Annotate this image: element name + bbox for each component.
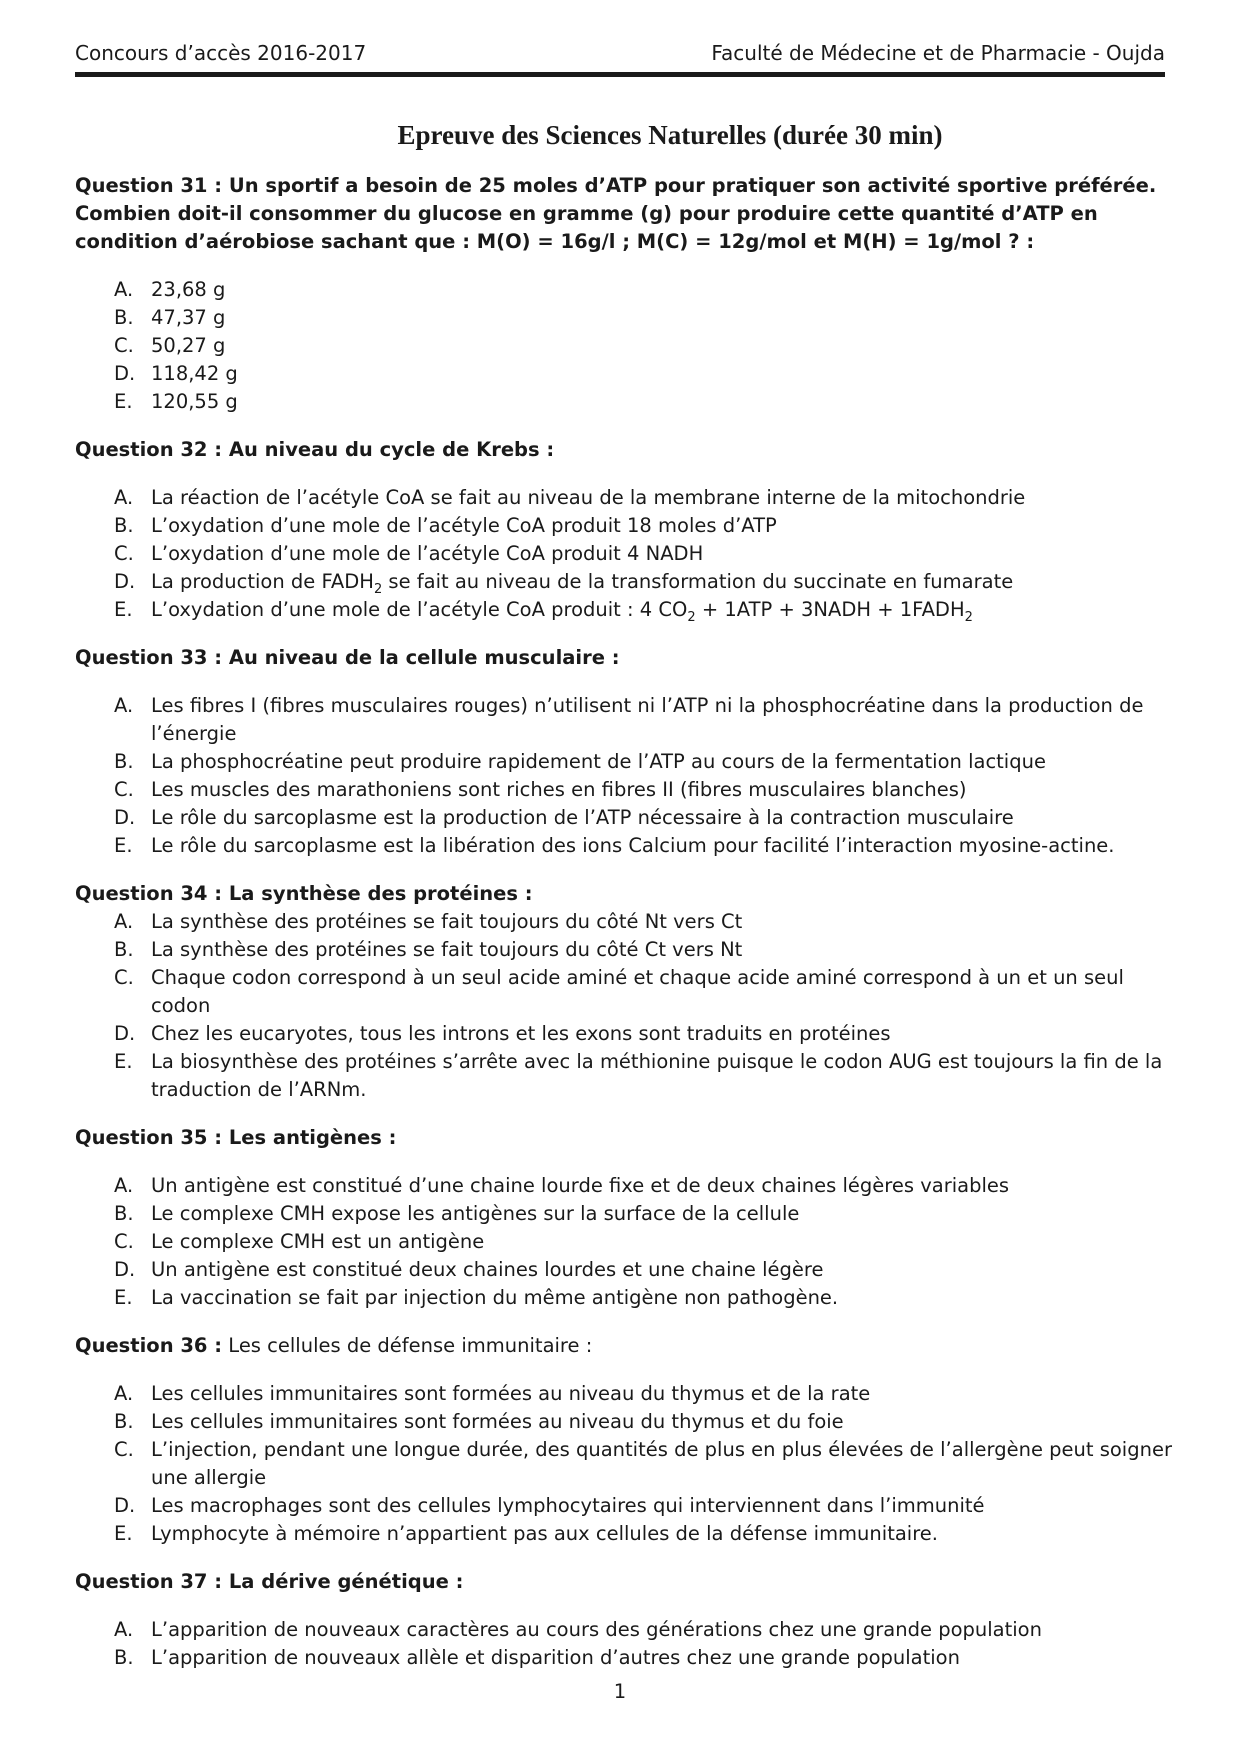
option-letter: C.: [114, 542, 134, 565]
option-c: [75, 332, 1172, 360]
option-text: Le complexe CMH expose les antigènes sur la surface de la cellule: [151, 1202, 800, 1225]
option-text: Le complexe CMH est un antigène: [151, 1230, 485, 1253]
option-text: Les fibres I (fibres musculaires rouges) n’utilisent ni l’ATP ni la phosphocréatine dans la production de l’énergie: [151, 694, 1144, 745]
option-letter: D.: [114, 1022, 136, 1045]
question-text: Un sportif a besoin de 25 moles d’ATP pour pratiquer son activité sportive préférée. Combien doit-il consommer du glucose en gramme (g) pour produire cette quantité d’ATP en condition d’aérobiose sachant que : M(O) = 16g/l ; M(C) = 12g/mol et M(H) = 1g/mol ? :: [75, 174, 1157, 253]
subscript: 2: [964, 609, 973, 625]
option-letter: C.: [114, 778, 134, 801]
option-text: L’oxydation d’une mole de l’acétyle CoA produit 18 moles d’ATP: [151, 514, 777, 537]
option-b: [75, 1200, 1172, 1228]
option-letter: D.: [114, 806, 136, 829]
option-a: [75, 908, 1172, 936]
option-text: Les cellules immunitaires sont formées au niveau du thymus et du foie: [151, 1410, 844, 1433]
header-divider: [75, 72, 1165, 77]
question-text: La dérive génétique :: [222, 1570, 464, 1593]
option-letter: C.: [114, 1230, 134, 1253]
question-label: Question 36 :: [75, 1334, 223, 1357]
option-letter: B.: [114, 1646, 134, 1669]
option-list: [75, 1380, 1172, 1548]
question-text: Au niveau du cycle de Krebs :: [222, 438, 555, 461]
option-c: [75, 540, 1172, 568]
option-text: Le rôle du sarcoplasme est la production de l’ATP nécessaire à la contraction musculaire: [151, 806, 1014, 829]
page-header: [75, 38, 1165, 70]
page-title: Epreuve des Sciences Naturelles (durée 30 min): [397, 120, 943, 150]
question-text: Les cellules de défense immunitaire :: [222, 1334, 593, 1357]
option-b: [75, 1644, 1172, 1672]
question-list: [75, 172, 1172, 1672]
option-text: 118,42 g: [151, 362, 238, 385]
question-34: [75, 880, 1172, 1104]
option-text: La biosynthèse des protéines s’arrête avec la méthionine puisque le codon AUG est toujours la fin de la traduction de l’ARNm.: [151, 1050, 1163, 1101]
option-letter: A.: [114, 1382, 134, 1405]
option-d: [75, 1256, 1172, 1284]
option-list: [75, 692, 1172, 860]
question-header: [75, 436, 1172, 464]
option-b: [75, 936, 1172, 964]
option-text: Le rôle du sarcoplasme est la libération des ions Calcium pour facilité l’interaction myosine-actine.: [151, 834, 1115, 857]
option-letter: A.: [114, 694, 134, 717]
option-a: [75, 484, 1172, 512]
option-text: L’apparition de nouveaux caractères au cours des générations chez une grande population: [151, 1618, 1042, 1641]
option-c: [75, 964, 1172, 1020]
option-letter: B.: [114, 514, 134, 537]
question-35: [75, 1124, 1172, 1312]
question-text: La synthèse des protéines :: [222, 882, 533, 905]
option-letter: B.: [114, 1410, 134, 1433]
option-a: [75, 692, 1172, 748]
option-letter: E.: [114, 1286, 133, 1309]
question-header: [75, 880, 1172, 908]
option-text: Lymphocyte à mémoire n’appartient pas aux cellules de la défense immunitaire.: [151, 1522, 938, 1545]
option-text: Chez les eucaryotes, tous les introns et les exons sont traduits en protéines: [151, 1022, 891, 1045]
question-header: [75, 1124, 1172, 1152]
option-letter: E.: [114, 834, 133, 857]
option-text: L’oxydation d’une mole de l’acétyle CoA produit 4 NADH: [151, 542, 704, 565]
option-letter: B.: [114, 306, 134, 329]
option-text: L’apparition de nouveaux allèle et disparition d’autres chez une grande population: [151, 1646, 960, 1669]
question-label: Question 35 :: [75, 1126, 223, 1149]
option-text-start: L’oxydation d’une mole de l’acétyle CoA produit : 4 CO: [151, 598, 688, 621]
option-e: [75, 832, 1172, 860]
option-e: [75, 1048, 1172, 1104]
question-header: [75, 644, 1172, 672]
option-text: La réaction de l’acétyle CoA se fait au niveau de la membrane interne de la mitochondrie: [151, 486, 1026, 509]
question-label: Question 34 :: [75, 882, 223, 905]
question-37: [75, 1568, 1172, 1672]
option-text: 23,68 g: [151, 278, 226, 301]
option-letter: D.: [114, 1494, 136, 1517]
option-b: [75, 1408, 1172, 1436]
option-d: [75, 804, 1172, 832]
option-letter: E.: [114, 598, 133, 621]
option-e: [75, 388, 1172, 416]
option-e: [75, 596, 1172, 624]
question-33: [75, 644, 1172, 860]
question-label: Question 33 :: [75, 646, 223, 669]
option-a: [75, 1616, 1172, 1644]
page-number: 1: [613, 1680, 627, 1703]
option-a: [75, 1380, 1172, 1408]
option-letter: C.: [114, 966, 134, 989]
option-text: 120,55 g: [151, 390, 238, 413]
header-faculty-name: Faculté de Médecine et de Pharmacie - Oujda: [711, 41, 1165, 65]
option-letter: A.: [114, 278, 134, 301]
option-letter: C.: [114, 334, 134, 357]
option-letter: D.: [114, 570, 136, 593]
question-label: Question 31 :: [75, 174, 223, 197]
option-text: Les cellules immunitaires sont formées au niveau du thymus et de la rate: [151, 1382, 871, 1405]
option-text-middle: + 1ATP + 3NADH + 1FADH: [695, 598, 965, 621]
option-b: [75, 748, 1172, 776]
question-header: [75, 172, 1172, 256]
question-text: Au niveau de la cellule musculaire :: [222, 646, 620, 669]
option-a: [75, 276, 1172, 304]
option-letter: A.: [114, 1174, 134, 1197]
option-list: [75, 908, 1172, 1104]
question-32: [75, 436, 1172, 624]
option-c: [75, 776, 1172, 804]
option-list: [75, 1172, 1172, 1312]
question-label: Question 37 :: [75, 1570, 223, 1593]
option-letter: B.: [114, 938, 134, 961]
option-c: [75, 1228, 1172, 1256]
option-d: [75, 360, 1172, 388]
option-text: Chaque codon correspond à un seul acide aminé et chaque acide aminé correspond à un et un seul codon: [151, 966, 1124, 1017]
option-text: Un antigène est constitué d’une chaine lourde fixe et de deux chaines légères variables: [151, 1174, 1010, 1197]
question-36: [75, 1332, 1172, 1548]
option-letter: D.: [114, 1258, 136, 1281]
option-text-start: La production de FADH: [151, 570, 374, 593]
option-text-end: se fait au niveau de la transformation du succinate en fumarate: [382, 570, 1014, 593]
question-text: Les antigènes :: [222, 1126, 397, 1149]
header-exam-name: Concours d’accès 2016-2017: [75, 41, 367, 65]
question-31: [75, 172, 1172, 416]
option-letter: E.: [114, 1050, 133, 1073]
option-e: [75, 1520, 1172, 1548]
option-text: La synthèse des protéines se fait toujours du côté Ct vers Nt: [151, 938, 743, 961]
option-text: 47,37 g: [151, 306, 226, 329]
option-c: [75, 1436, 1172, 1492]
option-text: Un antigène est constitué deux chaines lourdes et une chaine légère: [151, 1258, 824, 1281]
option-d: [75, 568, 1172, 596]
option-letter: B.: [114, 1202, 134, 1225]
option-letter: E.: [114, 390, 133, 413]
question-header: [75, 1332, 1172, 1360]
option-d: [75, 1492, 1172, 1520]
option-letter: A.: [114, 1618, 134, 1641]
option-text: Les macrophages sont des cellules lymphocytaires qui interviennent dans l’immunité: [151, 1494, 985, 1517]
option-list: [75, 276, 1172, 416]
option-text: La vaccination se fait par injection du même antigène non pathogène.: [151, 1286, 839, 1309]
option-letter: B.: [114, 750, 134, 773]
option-b: [75, 304, 1172, 332]
subscript: 2: [687, 609, 696, 625]
option-text: La phosphocréatine peut produire rapidement de l’ATP au cours de la fermentation lactique: [151, 750, 1046, 773]
option-letter: E.: [114, 1522, 133, 1545]
option-e: [75, 1284, 1172, 1312]
question-label: Question 32 :: [75, 438, 223, 461]
option-letter: A.: [114, 910, 134, 933]
option-letter: A.: [114, 486, 134, 509]
subscript: 2: [373, 581, 383, 597]
option-list: [75, 484, 1172, 624]
option-letter: D.: [114, 362, 136, 385]
question-header: [75, 1568, 1172, 1596]
option-b: [75, 512, 1172, 540]
option-text: L’injection, pendant une longue durée, des quantités de plus en plus élevées de l’allergène peut soigner une allergie: [151, 1438, 1172, 1489]
option-text: Les muscles des marathoniens sont riches en fibres II (fibres musculaires blanches): [151, 778, 967, 801]
option-text: 50,27 g: [151, 334, 226, 357]
option-letter: C.: [114, 1438, 134, 1461]
option-list: [75, 1616, 1172, 1672]
option-text: La synthèse des protéines se fait toujours du côté Nt vers Ct: [151, 910, 743, 933]
option-a: [75, 1172, 1172, 1200]
option-d: [75, 1020, 1172, 1048]
